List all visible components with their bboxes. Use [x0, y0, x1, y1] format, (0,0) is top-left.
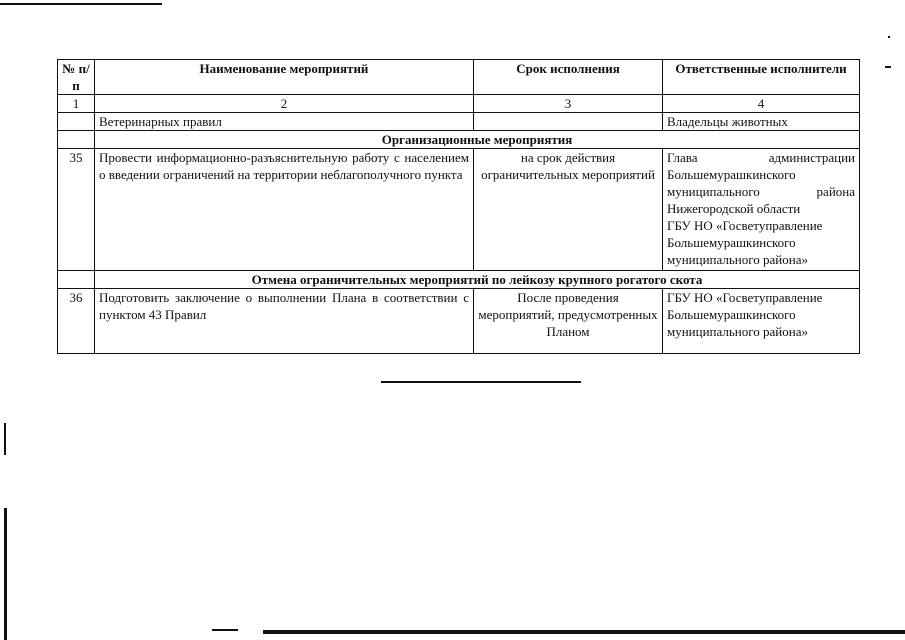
header-responsible: Ответственные исполнители	[663, 60, 860, 95]
column-index-cell: 2	[95, 95, 474, 113]
row-number-cell	[58, 113, 95, 131]
row-name-cell: Ветеринарных правил	[95, 113, 474, 131]
responsible-line: ГБУ НО «Госветуправление	[667, 218, 823, 233]
header-name: Наименование мероприятий	[95, 60, 474, 95]
row-number-cell: 36	[58, 289, 95, 354]
section-header-row	[58, 131, 860, 149]
row-term-cell	[474, 113, 663, 131]
row-term-cell: на срок действия ограничительных мероприятий	[474, 149, 663, 271]
responsible-line: ГБУ НО «Госветуправление	[667, 290, 823, 305]
section-title: Отмена ограничительных мероприятий по лейкозу крупного рогатого скота	[95, 271, 860, 289]
section-number-cell	[58, 271, 95, 289]
scan-artifact-left-mark	[4, 423, 6, 455]
responsible-line: муниципального района	[667, 184, 855, 199]
row-responsible-cell	[663, 289, 860, 354]
responsible-line: муниципального района»	[667, 252, 808, 267]
row-name-cell: Провести информационно-разъяснительную работу с населением о введении ограничений на территории неблагополучного пункта	[95, 149, 474, 271]
section-header-row	[58, 271, 860, 289]
section-title: Организационные мероприятия	[95, 131, 860, 149]
responsible-line: Глава администрации	[667, 150, 855, 165]
header-number: № п/п	[58, 60, 95, 95]
row-term-cell: После проведения мероприятий, предусмотренных Планом	[474, 289, 663, 354]
responsible-line: муниципального района»	[667, 324, 808, 339]
scan-artifact-bottom-dash	[212, 629, 238, 631]
column-index-cell: 1	[58, 95, 95, 113]
section-number-cell	[58, 131, 95, 149]
scan-artifact-top-line	[0, 3, 162, 5]
row-name-cell: Подготовить заключение о выполнении Плана в соответствии с пунктом 43 Правил	[95, 289, 474, 354]
table-row	[58, 113, 860, 131]
table-header-row	[58, 60, 860, 95]
column-index-cell: 4	[663, 95, 860, 113]
header-term: Срок исполнения	[474, 60, 663, 95]
measures-table	[57, 59, 860, 354]
scan-artifact-bottom-bar	[263, 630, 905, 634]
row-number-cell: 35	[58, 149, 95, 271]
row-responsible-cell	[663, 149, 860, 271]
row-responsible-cell: Владельцы животных	[663, 113, 860, 131]
responsible-line: Нижегородской области	[667, 201, 801, 216]
responsible-line: Большемурашкинского	[667, 235, 796, 250]
responsible-line: Большемурашкинского	[667, 307, 796, 322]
column-index-row	[58, 95, 860, 113]
column-index-cell: 3	[474, 95, 663, 113]
table-row	[58, 149, 860, 271]
end-separator-line	[381, 381, 581, 383]
scan-artifact-left-mark	[4, 508, 7, 640]
responsible-line: Большемурашкинского	[667, 167, 796, 182]
scan-artifact-speck	[885, 66, 891, 68]
table-row	[58, 289, 860, 354]
scan-artifact-speck	[888, 36, 890, 38]
